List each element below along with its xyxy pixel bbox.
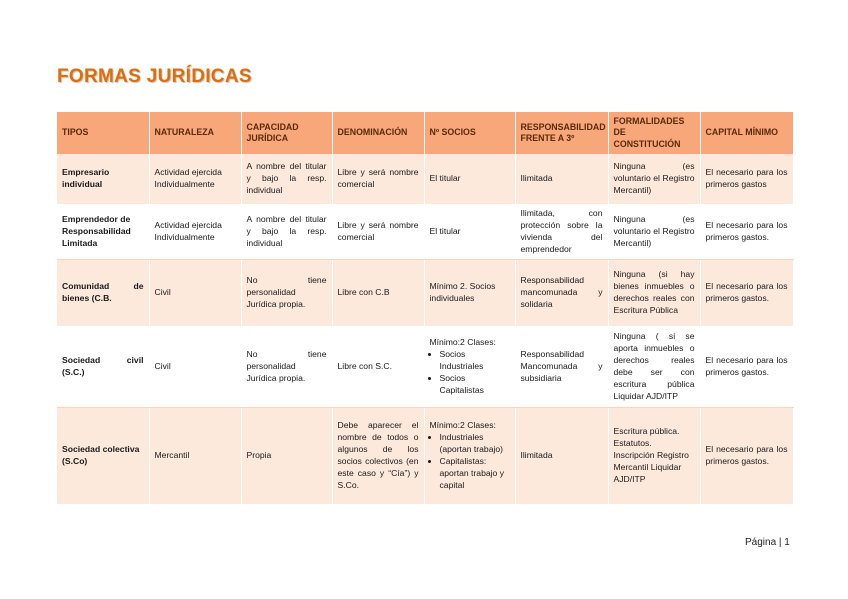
- list-item: • Capitalistas: aportan trabajo y capital: [440, 456, 510, 492]
- cell-socios: El titular: [424, 205, 515, 260]
- table-row: [57, 260, 793, 327]
- cell-capacidad: A nombre del titular y bajo la resp. individual: [241, 205, 332, 260]
- cell-naturaleza: Civil: [149, 327, 241, 408]
- cell-denominacion: Libre y será nombre comercial: [332, 154, 424, 205]
- table-header-row: [57, 112, 793, 154]
- column-header-capital: CAPITAL MÍNIMO: [700, 112, 793, 154]
- cell-responsabilidad: Ilimitada: [515, 154, 608, 205]
- column-header-responsabilidad: RESPONSABILIDAD FRENTE A 3º: [515, 112, 608, 154]
- table-row: [57, 154, 793, 205]
- socios-list: [430, 432, 510, 491]
- cell-responsabilidad: Responsabilidad mancomunada y solidaria: [515, 260, 608, 327]
- cell-denominacion: Libre y será nombre comercial: [332, 205, 424, 260]
- cell-denominacion: Libre con C.B: [332, 260, 424, 327]
- cell-responsabilidad: Ilimitada: [515, 408, 608, 505]
- cell-socios: [424, 327, 515, 408]
- cell-socios: [424, 408, 515, 505]
- page-title: FORMAS JURÍDICAS: [57, 66, 252, 87]
- cell-socios: Mínimo 2. Socios individuales: [424, 260, 515, 327]
- list-item: • Socios Capitalistas: [440, 373, 510, 397]
- cell-capital: El necesario para los primeros gastos.: [700, 205, 793, 260]
- cell-tipo: Sociedad colectiva (S.Co): [57, 408, 149, 505]
- cell-formalidades: Ninguna (es voluntario el Registro Mercantil): [608, 205, 700, 260]
- cell-formalidades: Escritura pública. Estatutos. Inscripción Registro Mercantil Liquidar AJD/ITP: [608, 408, 700, 505]
- cell-capacidad: No tiene personalidad Jurídica propia.: [241, 260, 332, 327]
- cell-formalidades: Ninguna (si hay bienes inmuebles o derechos reales con Escritura Pública: [608, 260, 700, 327]
- page-number: Página | 1: [745, 537, 790, 548]
- cell-naturaleza: Actividad ejercida Individualmente: [149, 205, 241, 260]
- column-header-capacidad: CAPACIDAD JURÍDICA: [241, 112, 332, 154]
- list-item: • Socios Industriales: [440, 349, 510, 373]
- cell-tipo: Emprendedor de Responsabilidad Limitada: [57, 205, 149, 260]
- legal-forms-table: [57, 112, 794, 505]
- cell-capital: El necesario para los primeros gastos.: [700, 408, 793, 505]
- cell-tipo: Sociedad civil (S.C.): [57, 327, 149, 408]
- cell-formalidades: Ninguna ( si se aporta inmuebles o derechos reales debe ser con escritura pública Liquidar AJD/ITP: [608, 327, 700, 408]
- cell-capacidad: A nombre del titular y bajo la resp. individual: [241, 154, 332, 205]
- column-header-socios: Nº SOCIOS: [424, 112, 515, 154]
- column-header-tipos: TIPOS: [57, 112, 149, 154]
- table-row: [57, 205, 793, 260]
- cell-capacidad: Propia: [241, 408, 332, 505]
- cell-naturaleza: Civil: [149, 260, 241, 327]
- cell-capital: El necesario para los primeros gastos: [700, 154, 793, 205]
- cell-naturaleza: Mercantil: [149, 408, 241, 505]
- list-item: • Industriales (aportan trabajo): [440, 432, 510, 456]
- cell-tipo: Empresario individual: [57, 154, 149, 205]
- cell-socios: El titular: [424, 154, 515, 205]
- cell-formalidades: Ninguna (es voluntario el Registro Mercantil): [608, 154, 700, 205]
- cell-denominacion: Libre con S.C.: [332, 327, 424, 408]
- socios-list: [430, 349, 510, 396]
- cell-capital: El necesario para los primeros gastos.: [700, 260, 793, 327]
- cell-tipo: Comunidad de bienes (C.B.: [57, 260, 149, 327]
- socios-summary: Mínimo:2 Clases:: [429, 420, 496, 431]
- cell-capacidad: No tiene personalidad Jurídica propia.: [241, 327, 332, 408]
- cell-responsabilidad: Ilimitada, con protección sobre la vivienda del emprendedor: [515, 205, 608, 260]
- cell-responsabilidad: Responsabilidad Mancomunada y subsidiaria: [515, 327, 608, 408]
- socios-summary: Mínimo:2 Clases:: [429, 337, 496, 348]
- table-row: [57, 327, 793, 408]
- cell-capital: El necesario para los primeros gastos.: [700, 327, 793, 408]
- column-header-denominacion: DENOMINACIÓN: [332, 112, 424, 154]
- cell-denominacion: Debe aparecer el nombre de todos o algunos de los socios colectivos (en este caso y “Cía”) y S.Co.: [332, 408, 424, 505]
- column-header-formalidades: FORMALIDADES DE CONSTITUCIÓN: [608, 112, 700, 154]
- cell-naturaleza: Actividad ejercida Individualmente: [149, 154, 241, 205]
- table-row: [57, 408, 793, 505]
- column-header-naturaleza: NATURALEZA: [149, 112, 241, 154]
